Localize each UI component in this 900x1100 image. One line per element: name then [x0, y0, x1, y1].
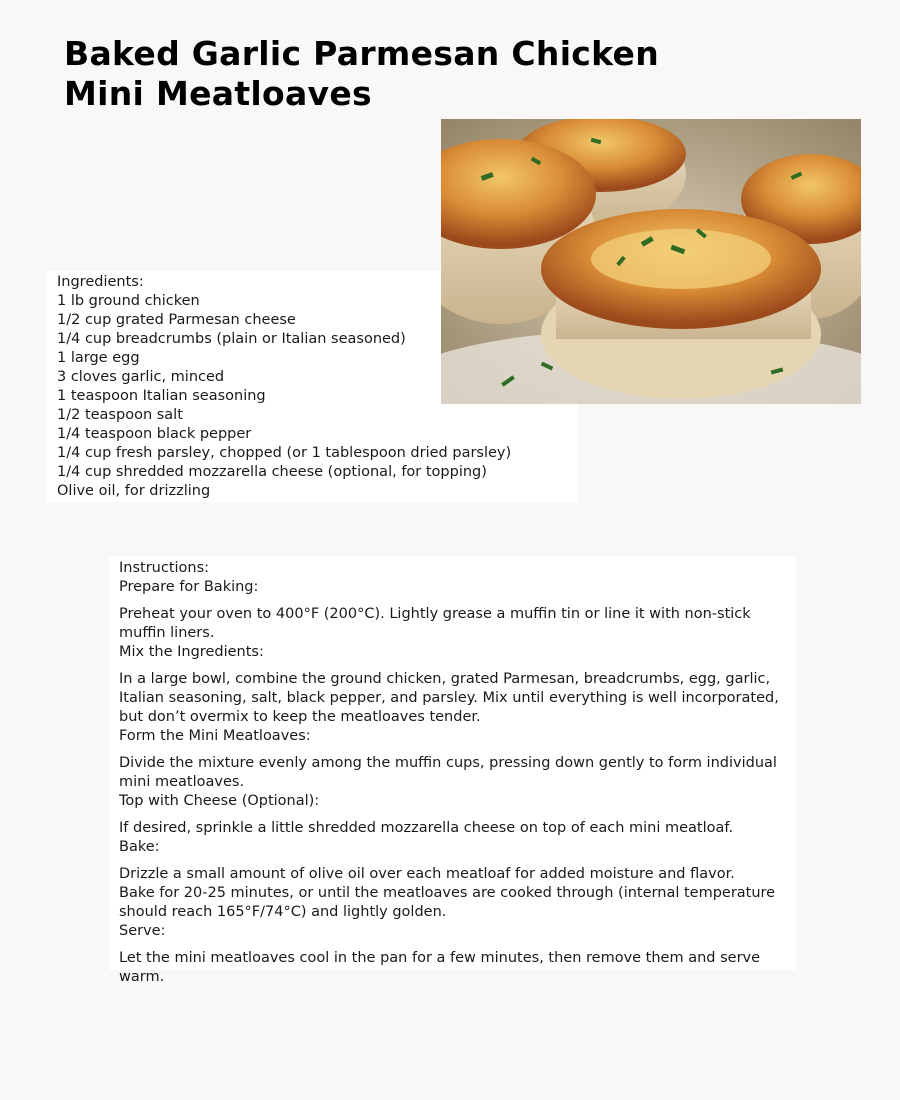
meatloaf-photo — [441, 119, 861, 404]
ingredient-item: 1/4 cup fresh parsley, chopped (or 1 tablespoon dried parsley) — [57, 445, 512, 461]
step-heading: Form the Mini Meatloaves: — [119, 728, 311, 744]
title-line-1: Baked Garlic Parmesan Chicken — [64, 34, 659, 73]
step-text: Drizzle a small amount of olive oil over each meatloaf for added moisture and flavor. — [119, 866, 735, 882]
instructions-panel — [109, 556, 796, 985]
title-line-2: Mini Meatloaves — [64, 74, 372, 113]
step-text: In a large bowl, combine the ground chicken, grated Parmesan, breadcrumbs, egg, garlic, Italian seasoning, salt, black pepper, and parsley. Mix until everything is well incorporated, but don’t overmix to keep the meatloaves tender. — [119, 671, 779, 725]
step-heading: Prepare for Baking: — [119, 579, 259, 595]
ingredient-item: 1/4 teaspoon black pepper — [57, 426, 252, 442]
ingredient-item: 1 large egg — [57, 350, 140, 366]
step-text: If desired, sprinkle a little shredded mozzarella cheese on top of each mini meatloaf. — [119, 820, 734, 836]
ingredient-item: 1/2 cup grated Parmesan cheese — [57, 312, 296, 328]
ingredient-item: 1 teaspoon Italian seasoning — [57, 388, 266, 404]
step-heading: Serve: — [119, 923, 166, 939]
ingredient-item: 3 cloves garlic, minced — [57, 369, 225, 385]
step-heading: Bake: — [119, 839, 160, 855]
step-text: Bake for 20-25 minutes, or until the meatloaves are cooked through (internal temperature should reach 165°F/74°C) and lightly golden. — [119, 885, 776, 920]
instructions-heading: Instructions: — [119, 560, 210, 576]
ingredient-item: 1/2 teaspoon salt — [57, 407, 183, 423]
step-heading: Top with Cheese (Optional): — [119, 793, 320, 809]
ingredients-heading: Ingredients: — [57, 274, 144, 290]
ingredient-item: 1/4 cup breadcrumbs (plain or Italian seasoned) — [57, 331, 406, 347]
ingredient-item: 1 lb ground chicken — [57, 293, 200, 309]
step-heading: Mix the Ingredients: — [119, 644, 264, 660]
step-text: Divide the mixture evenly among the muffin cups, pressing down gently to form individual mini meatloaves. — [119, 755, 777, 790]
ingredient-item: 1/4 cup shredded mozzarella cheese (optional, for topping) — [57, 464, 487, 480]
ingredient-item: Olive oil, for drizzling — [57, 483, 211, 499]
step-text: Preheat your oven to 400°F (200°C). Lightly grease a muffin tin or line it with non-stick muffin liners. — [119, 606, 751, 641]
recipe-title — [64, 34, 704, 114]
step-text: Let the mini meatloaves cool in the pan for a few minutes, then remove them and serve warm. — [119, 950, 761, 985]
